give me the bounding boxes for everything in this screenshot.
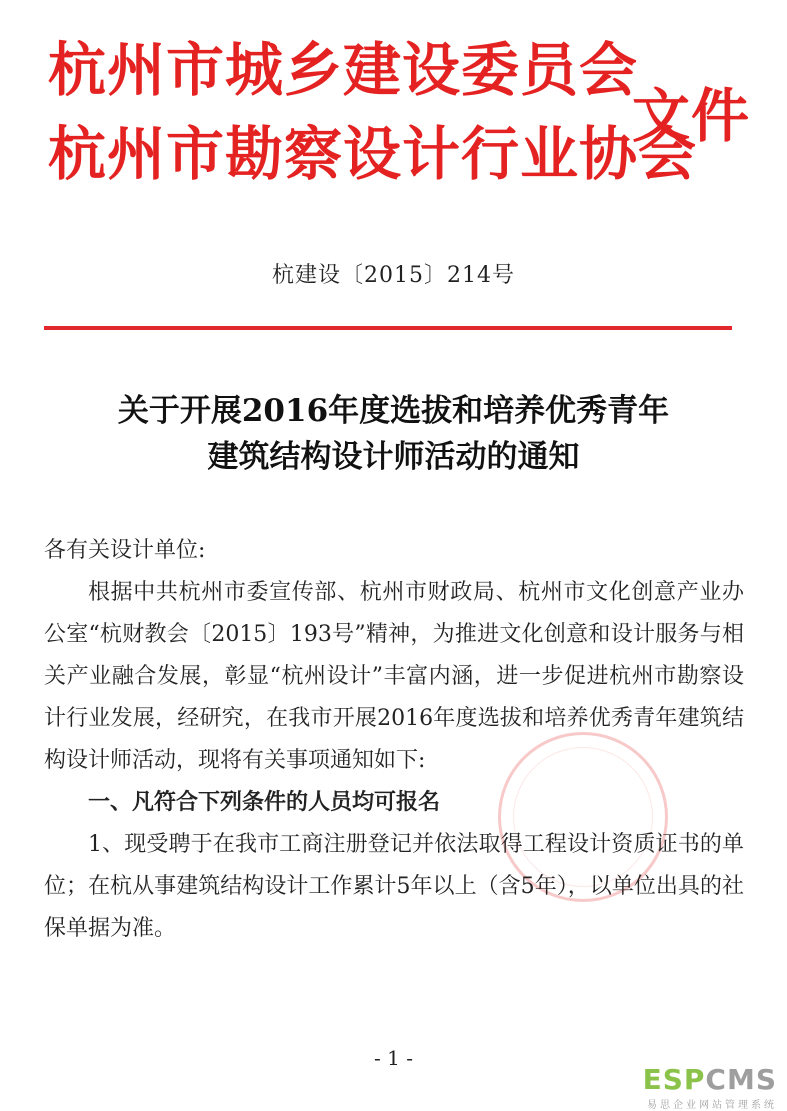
section-heading-eligibility: 一、凡符合下列条件的人员均可报名 bbox=[88, 790, 441, 815]
notice-title bbox=[0, 388, 787, 480]
issuer-line-design-association: 杭州市勘察设计行业协会 bbox=[48, 120, 698, 188]
espcms-subtitle: 易思企业网站管理系统 bbox=[647, 1100, 777, 1111]
document-number: 杭建设〔2015〕214号 bbox=[272, 263, 515, 288]
issuer-line-construction-committee: 杭州市城乡建设委员会 bbox=[48, 36, 639, 104]
notice-body bbox=[44, 530, 744, 950]
eligibility-item-1: 1、现受聘于在我市工商注册登记并依法取得工程设计资质证书的单位；在杭从事建筑结构设计工作累计5年以上（含5年），以单位出具的社保单据为准。 bbox=[44, 832, 744, 941]
espcms-logo-esp: ESP bbox=[642, 1063, 706, 1096]
espcms-watermark bbox=[642, 1063, 777, 1111]
salutation: 各有关设计单位: bbox=[44, 538, 206, 563]
intro-paragraph: 根据中共杭州市委宣传部、杭州市财政局、杭州市文化创意产业办公室“杭财教会〔2015〕193号”精神，为推进文化创意和设计服务与相关产业融合发展，彰显“杭州设计”丰富内涵，进一步促进杭州市勘察设计行业发展，经研究，在我市开展2016年度选拔和培养优秀青年建筑结构设计师活动，现将有关事项通知如下: bbox=[44, 580, 744, 773]
page-number: - 1 - bbox=[374, 1046, 413, 1070]
espcms-logo-cms: CMS bbox=[705, 1063, 777, 1096]
espcms-logo bbox=[642, 1063, 777, 1096]
red-separator-line bbox=[44, 326, 732, 330]
notice-title-line-1: 关于开展2016年度选拔和培养优秀青年 bbox=[117, 393, 670, 429]
notice-title-line-2: 建筑结构设计师活动的通知 bbox=[207, 439, 580, 475]
document-type-label: 文件 bbox=[632, 82, 751, 150]
